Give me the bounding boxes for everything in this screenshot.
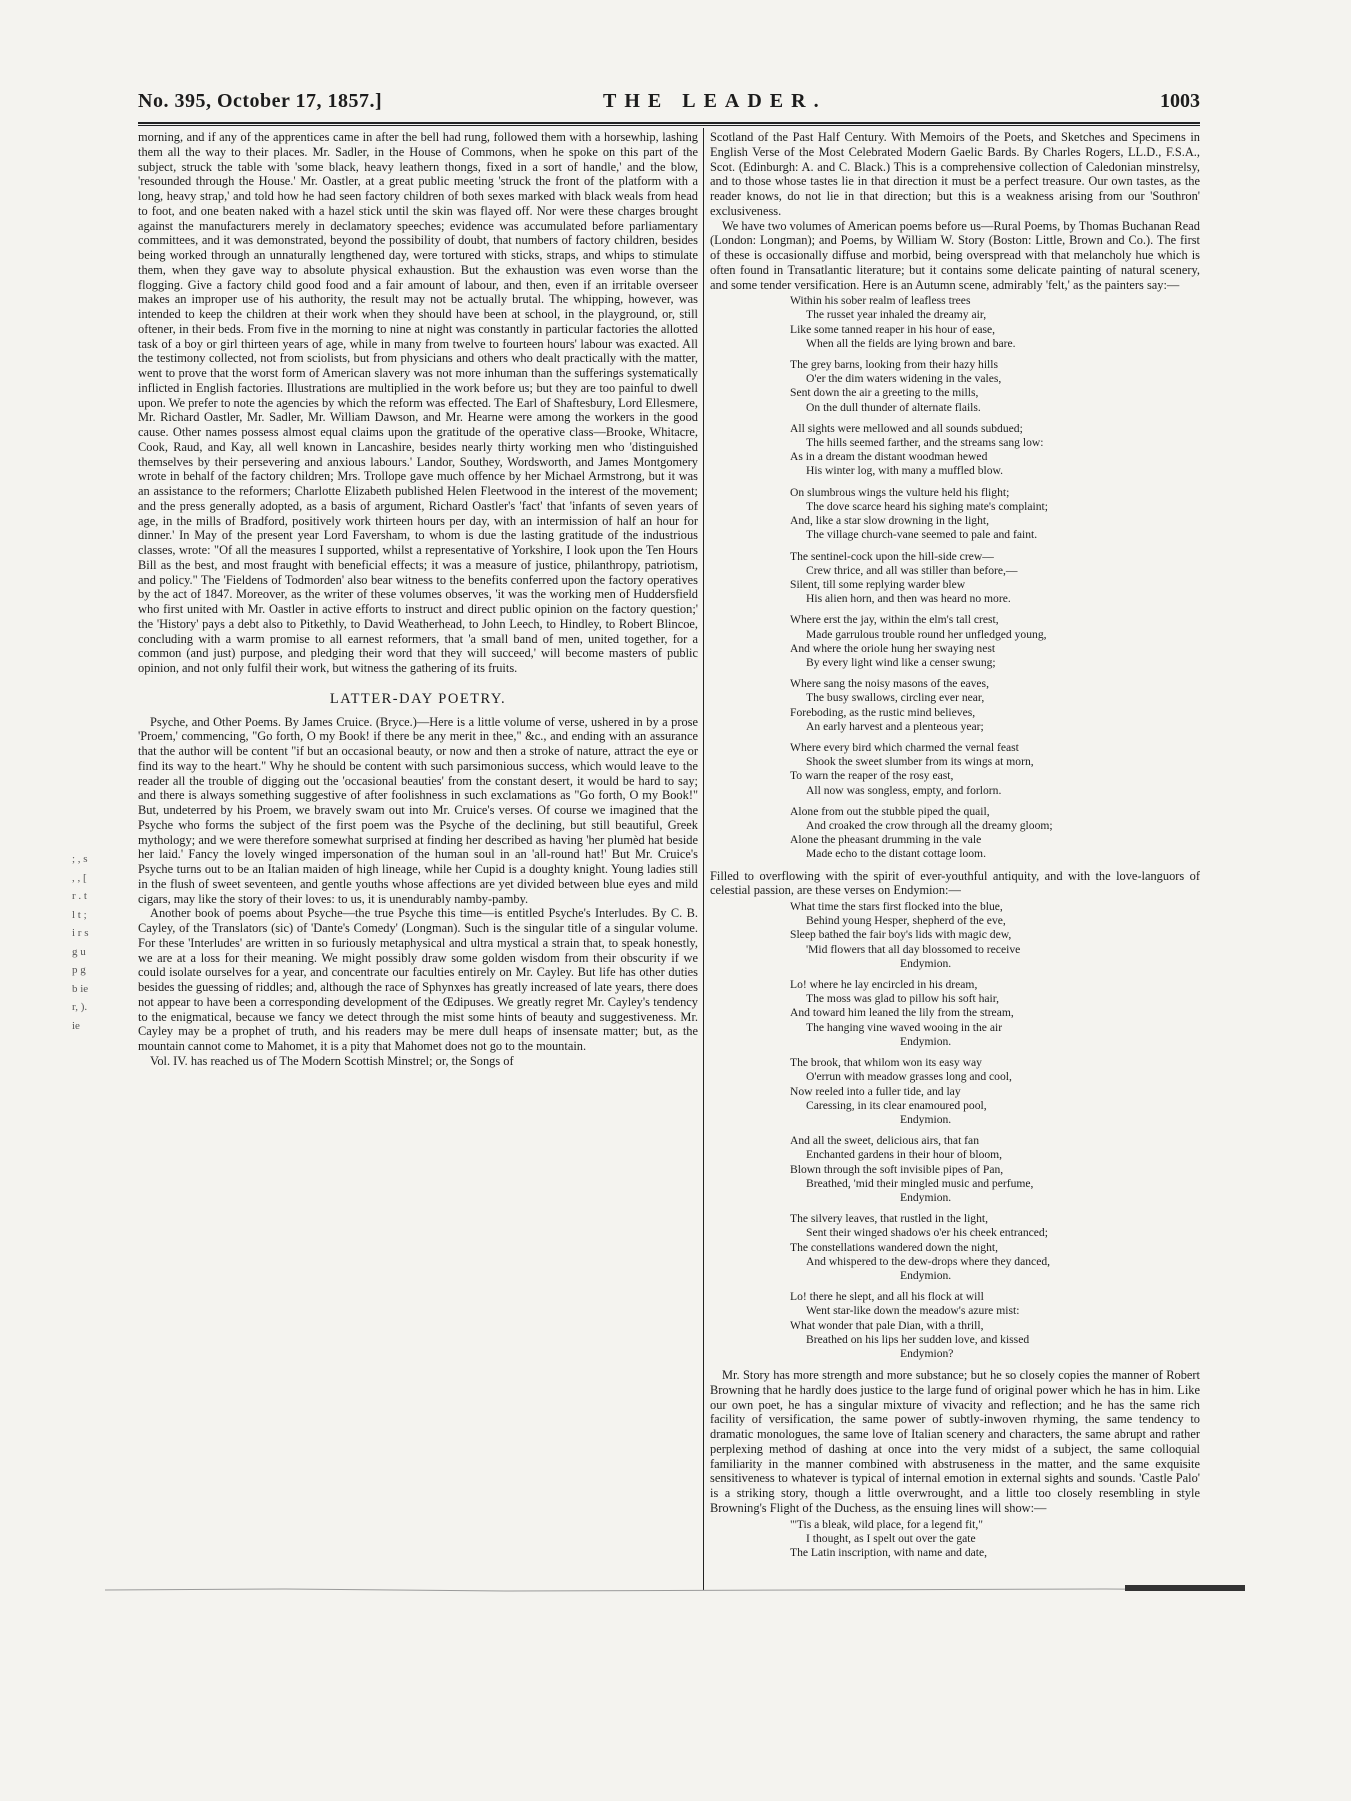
poem-line: Made garrulous trouble round her unfledged young, [806,627,1047,641]
poem-line: As in a dream the distant woodman hewed [790,450,988,464]
review-paragraph: Vol. IV. has reached us of The Modern Scottish Minstrel; or, the Songs of [150,1053,514,1068]
poem-castle-palo [790,1518,1200,1561]
poem-stanza [790,900,1200,971]
poem-line: On slumbrous wings the vulture held his flight; [790,485,1010,499]
poem-line: I thought, as I spelt out over the gate [806,1531,976,1545]
article-paragraph: morning, and if any of the apprentices came in after the bell had rung, followed them with a horsewhip, lashing them all the way to their places. Mr. Sadler, in the House of Commons, when he spoke on this part of the subject, struck the table with 'some black, heavy leathern thongs, fixed in a sort of handle,' and the blow, 'resounded through the House.' Mr. Oastler, at a great public meeting 'struck the front of the platform with a long, heavy strap,' and told how he had seen factory children of both sexes marked with black weals from head to foot, and one beaten naked with a hazel stick until the skin was flayed off. Nor were these charges brought against the manufacturers merely in declamatory speeches; evidence was accumulated before parliamentary committees, and it was demonstrated, beyond the possibility of doubt, that numbers of factory children, besides being worked through an unnaturally lengthened day, were tortured with sticks, straps, and whips to stimulate them, when they gave way to absolute physical exhaustion. But the exhaustion was even worse than the flogging. Give a factory child good food and a fair amount of labour, and then, even if an irritable overseer makes an improper use of his authority, the result may not be actually brutal. The whipping, however, was intended to keep the children at their work when they should have been at school, in the playground, or, still oftener, in their beds. From five in the morning to nine at night was constantly in particular factories the allotted task of a boy or girl thirteen years of age, while in many from twelve to fourteen hours' labour was exacted. All the testimony collected, not from sciolists, but from physicians and others who dealt practically with the matter, went to prove that the worst form of American slavery was not more inhuman than the sufferings systematically inflicted in English factories. Illustrations are multiplied in the work before us; but they are too painful to dwell upon. We prefer to note the agencies by which the reform was effected. The Earl of Shaftesbury, Lord Ellesmere, Mr. Richard Oastler, Mr. Sadler, Mr. William Dawson, and Mr. Hearne were among the workers in the good cause. Other names possess almost equal claims upon the gratitude of the operative class—Brooke, Whitacre, Cook, Raud, and Kay, all well known in Lancashire, besides nearly thirty working men who 'distinguished themselves by their persevering and anxious labours.' Landor, Southey, Wordsworth, and James Montgomery wrote in behalf of the factory children; Mrs. Trollope gave much offence by her Michael Armstrong, but it was an assistance to the reformers; Charlotte Elizabeth published Helen Fleetwood in the interest of the movement; and the press generally adopted, as a basis of argument, Richard Oastler's 'fact' that 'infants of seven years of age, in the mills of Bradford, positively work thirteen hours per day, with an intermission of half an hour for dinner.' In May of the present year Lord Faversham, to whom is due the lasting gratitude of the industrious classes, wrote: "Of all the measures I supported, whilst a representative of Yorkshire, I look upon the Ten Hours Bill as the best, and most fraught with beneficial effects; it was a measure of justice, philanthropy, patriotism, and policy." The 'Fieldens of Todmorden' also bear witness to the benefits conferred upon the factory operatives by the act of 1847. Moreover, as the writer of these volumes observes, 'it was the working men of Huddersfield who first united with Mr. Oastler in active efforts to instruct and direct public opinion on the factory question;' the 'History' pays a debt also to Pitkethly, to David Weatherhead, to John Leech, to Hindley, to Robert Blincoe, concluding with a warm promise to all earnest reformers, that 'a small band of men, united together, for a common (and just) purpose, and pledging their word that they will succeed,' will become masters of public opinion, and not only fulfil their work, but witness the gathering of its fruits. [138,130,698,675]
poem-line: What time the stars first flocked into the blue, [790,900,1003,914]
poem-stanza [790,422,1200,479]
poem-line: Sent their winged shadows o'er his cheek entranced; [806,1226,1048,1240]
poem-stanza [790,805,1200,862]
poem-line: Endymion. [900,1190,952,1204]
poem-line: And all the sweet, delicious airs, that fan [790,1134,979,1148]
poem-line: Endymion? [900,1346,954,1360]
poem-line: Silent, till some replying warder blew [790,577,966,591]
poem-line: Breathed on his lips her sudden love, and kissed [806,1332,1030,1346]
page-header [138,86,1200,122]
issue-info: No. 395, October 17, 1857.] [138,90,383,112]
poem-line: O'errun with meadow grasses long and cool, [806,1070,1012,1084]
poem-line: The village church-vane seemed to pale and faint. [806,528,1038,542]
poem-line: And croaked the crow through all the dreamy gloom; [806,818,1053,832]
review-paragraph: Another book of poems about Psyche—the true Psyche this time—is entitled Psyche's Interludes. By C. B. Cayley, of the Translators (sic) of 'Dante's Comedy' (Longman). Such is the singular title of a singular volume. For these 'Interludes' are written in so furiously metaphysical and ultra mystical a strain that, to speak honestly, we are at a loss for their meaning. We might possibly draw some golden wisdom from their obscurity if we could isolate ourselves for a year, and concentrate our faculties entirely on Mr. Cayley. But life has other duties besides the guessing of riddles; and, although the race of Sphynxes has greatly increased of late years, there does not appear to have been a corresponding development of the Œdipuses. We greatly regret Mr. Cayley's tendency to the enigmatical, because we fancy we detect through the mist some hints of beauty and suggestiveness. Mr. Cayley may be a prophet of truth, and his readers may be mere dull heaps of insensate matter; but, as the mountain cannot come to Mahomet, it is a pity that Mahomet does not go to the mountain. [138,906,698,1053]
poem-stanza [790,486,1200,543]
poem-line: When all the fields are lying brown and bare. [806,336,1016,350]
poem-stanza [790,1134,1200,1205]
poem-line: Blown through the soft invisible pipes of Pan, [790,1162,1004,1176]
poem-endymion [790,900,1200,1361]
review-paragraph: Filled to overflowing with the spirit of ever-youthful antiquity, and with the love-languors of celestial passion, are these verses on Endymion:— [710,868,1200,898]
poem-line: Shook the sweet slumber from its wings at morn, [806,755,1034,769]
poem-autumn [790,294,1200,861]
poem-line: The grey barns, looking from their hazy hills [790,358,998,372]
poem-stanza [790,294,1200,351]
poem-line: Lo! where he lay encircled in his dream, [790,978,978,992]
masthead-title: THE LEADER. [603,90,827,112]
poem-stanza [790,1290,1200,1361]
poem-stanza [790,1518,1200,1561]
poem-line: His alien horn, and then was heard no more. [806,592,1011,606]
poem-line: An early harvest and a plenteous year; [806,719,984,733]
poem-line: And, like a star slow drowning in the light, [790,514,990,528]
poem-line: "'Tis a bleak, wild place, for a legend fit," [790,1517,984,1531]
poem-line: Endymion. [900,1112,952,1126]
poem-line: Breathed, 'mid their mingled music and perfume, [806,1176,1034,1190]
poem-line: Behind young Hesper, shepherd of the eve, [806,914,1006,928]
section-title: LATTER-DAY POETRY. [329,690,507,707]
poem-line: 'Mid flowers that all day blossomed to receive [806,942,1021,956]
poem-line: The constellations wandered down the night, [790,1240,998,1254]
poem-line: And where the oriole hung her swaying nest [790,641,996,655]
poem-line: Where sang the noisy masons of the eaves, [790,677,989,691]
poem-line: Made echo to the distant cottage loom. [806,847,986,861]
poem-stanza [790,613,1200,670]
review-paragraph: Scotland of the Past Half Century. With Memoirs of the Poets, and Sketches and Specimens in English Verse of the Most Celebrated Modern Gaelic Bards. By Charles Rogers, LL.D., F.S.A., Scot. (Edinburgh: A. and C. Black.) This is a comprehensive collection of Caledonian minstrelsy, and to those whose tastes lie in that direction it must be a perfect treasure. Our own tastes, as the reader knows, do not lie in that direction; but this is a weakness arising from our 'Southron' exclusiveness. [710,130,1200,218]
poem-line: Caressing, in its clear enamoured pool, [806,1098,987,1112]
review-paragraph: Mr. Story has more strength and more substance; but he so closely copies the manner of Robert Browning that he hardly does justice to the large fund of original power which he has in him. Like our own poet, he has a singular mixture of vivacity and reflection; and he has the same rich facility of versification, the same power of subtly-inwoven rhyming, the same tendency to dramatic monologues, the same love of Italian scenery and characters, the same abrupt and rather perplexing method of dashing at once into the very midst of a subject, the same colloquial familiarity in the manner combined with abstruseness in the matter, and the same exquisite sensitiveness to whatever is typical of internal emotion in external sights and sounds. 'Castle Palo' is a striking story, though a little overwrought, and a little too closely resembling in style Browning's Flight of the Duchess, as the ensuing lines will show:— [710,1368,1200,1515]
poem-stanza [790,1212,1200,1283]
poem-line: Lo! there he slept, and all his flock at will [790,1290,984,1304]
poem-stanza [790,741,1200,798]
poem-stanza [790,358,1200,415]
poem-line: And whispered to the dew-drops where they danced, [806,1254,1051,1268]
poem-line: Sent down the air a greeting to the mills, [790,386,979,400]
poem-line: Enchanted gardens in their hour of bloom, [806,1148,1003,1162]
bottom-print-smudge [105,1578,1245,1594]
poem-line: Sleep bathed the fair boy's lids with magic dew, [790,928,1012,942]
poem-line: Within his sober realm of leafless trees [790,294,971,308]
poem-line: What wonder that pale Dian, with a thrill, [790,1318,984,1332]
poem-line: The busy swallows, circling ever near, [806,691,985,705]
poem-line: Alone from out the stubble piped the quail, [790,804,990,818]
poem-line: The russet year inhaled the dreamy air, [806,308,987,322]
right-column [710,130,1200,1600]
poem-line: Endymion. [900,1268,952,1282]
poem-line: Where erst the jay, within the elm's tall crest, [790,613,999,627]
poem-line: His winter log, with many a muffled blow. [806,464,1004,478]
poem-line: Endymion. [900,956,952,970]
poem-stanza [790,1056,1200,1127]
poem-line: Where every bird which charmed the vernal feast [790,740,1019,754]
poem-line: Like some tanned reaper in his hour of ease, [790,322,996,336]
poem-line: Alone the pheasant drumming in the vale [790,833,982,847]
poem-stanza [790,677,1200,734]
page-number: 1003 [1160,90,1200,112]
poem-stanza [790,978,1200,1049]
poem-line: The silvery leaves, that rustled in the light, [790,1212,989,1226]
poem-line: Now reeled into a fuller tide, and lay [790,1084,961,1098]
review-paragraph: Psyche, and Other Poems. By James Cruice. (Bryce.)—Here is a little volume of verse, ushered in by a prose 'Proem,' commencing, "Go forth, O my Book! if there be any merit in thee," &c., and ending with an assurance that the author will be content "if but an occasional beauty, or now and then a stroke of nature, attract the eye or find its way to the heart." Why he should be content with such parsimonious success, which would leave to the reader all the trouble of digging out the 'occasional beauties' from the constant desert, it would be hard to say; and there is always something suggestive of after foolishness in such exclamations as "Go forth, O my Book!" But, undeterred by his Proem, we bravely swam out into Mr. Cruice's verses. Of course we imagined that the Psyche who forms the subject of the first poem was the Psyche of the declining, but still beautiful, Greek mythology; and we were therefore somewhat surprised at finding her described as having 'her plumèd hat beside her laid.' Fancy the lovely winged impersonation of the human soul in an 'all-round hat!' But Mr. Cruice's Psyche turns out to be an Italian maiden of high lineage, while her Cupid is a doughty knight. Young ladies still in the flush of sweet seventeen, and gentle youths whose affections are yet divided between blue eyes and mild cigars, may like the story of their loves: to us, it is unendurably namby-pamby. [138,714,698,906]
left-column [138,130,698,1600]
poem-line: The sentinel-cock upon the hill-side crew— [790,549,994,563]
poem-line: The brook, that whilom won its easy way [790,1056,982,1070]
poem-line: O'er the dim waters widening in the vales, [806,372,1002,386]
poem-line: The hills seemed farther, and the streams sang low: [806,436,1044,450]
poem-line: On the dull thunder of alternate flails. [806,400,981,414]
poem-line: All sights were mellowed and all sounds subdued; [790,421,1023,435]
review-paragraph: We have two volumes of American poems before us—Rural Poems, by Thomas Buchanan Read (London: Longman); and Poems, by William W. Story (Boston: Little, Brown and Co.). The first of these is occasionally diffuse and morbid, being overspread with that melancholy hue which is often found in Transatlantic literature; but it contains some delicate painting of natural scenery, and some tender versification. Here is an Autumn scene, admirably 'felt,' as the painters say:— [710,218,1200,292]
header-rule [138,122,1200,124]
poem-line: The Latin inscription, with name and date, [790,1546,988,1560]
poem-line: The moss was glad to pillow his soft hair, [806,992,1000,1006]
poem-stanza [790,550,1200,607]
poem-line: Endymion. [900,1034,952,1048]
poem-line: To warn the reaper of the rosy east, [790,769,954,783]
poem-line: And toward him leaned the lily from the stream, [790,1006,1014,1020]
poem-line: The dove scarce heard his sighing mate's complaint; [806,499,1048,513]
column-divider [703,128,704,1590]
poem-line: Foreboding, as the rustic mind believes, [790,705,976,719]
poem-line: All now was songless, empty, and forlorn. [806,783,1002,797]
margin-bleed-marks: ; , s , , [ r . t l t ; i r s g u p g b ie r, ). ie [72,853,89,1032]
header-rule-thin [138,125,1200,126]
poem-line: The hanging vine waved wooing in the air [806,1020,1003,1034]
poem-line: Crew thrice, and all was stiller than before,— [806,563,1018,577]
poem-line: By every light wind like a censer swung; [806,655,996,669]
poem-line: Went star-like down the meadow's azure mist: [806,1304,1020,1318]
